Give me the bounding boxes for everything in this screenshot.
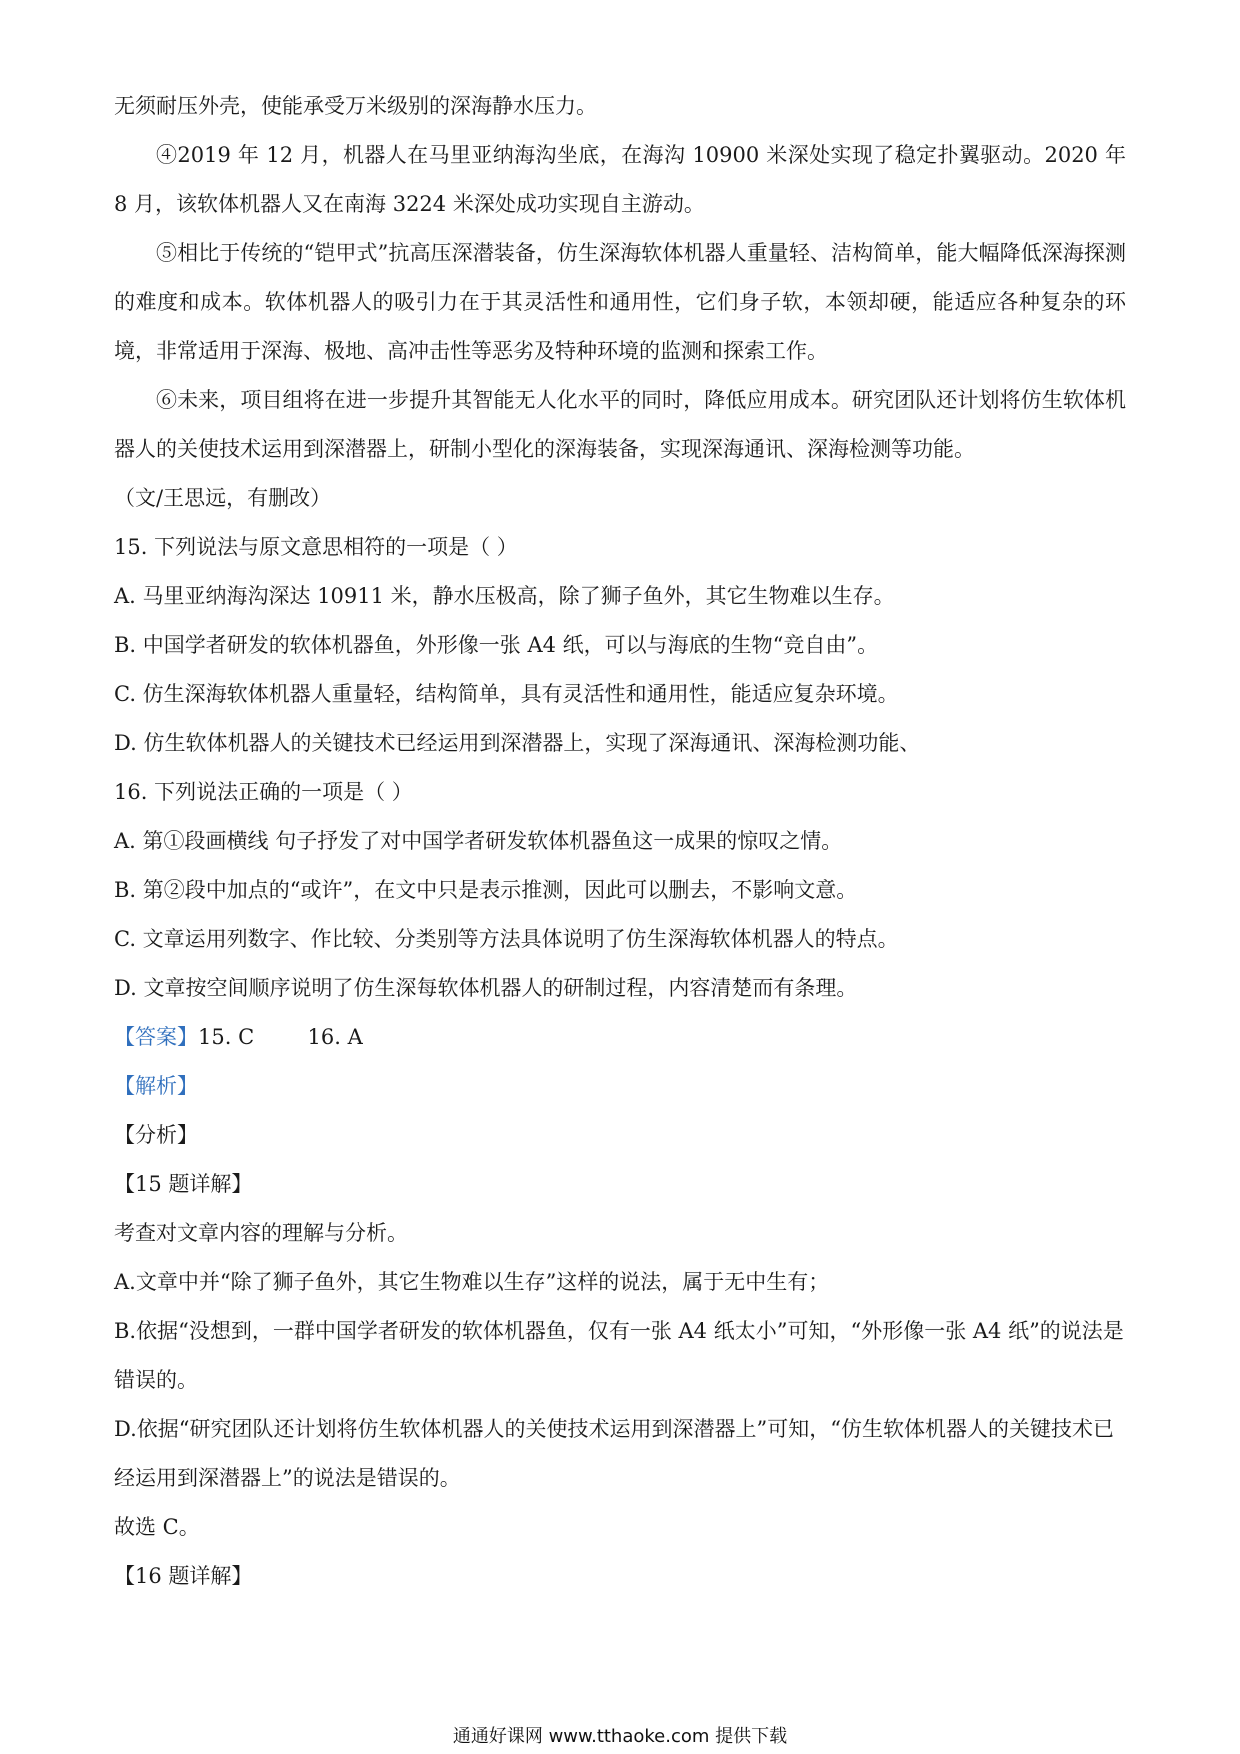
answer-value: 15. C 16. A — [198, 1025, 363, 1049]
analysis-q15-heading: 【15 题详解】 — [114, 1172, 253, 1196]
analysis-fenxi-heading: 【分析】 — [114, 1123, 198, 1147]
passage-paragraph-5: ⑤相比于传统的“铠甲式”抗高压深潜装备，仿生深海软体机器人重量轻、洁构简单，能大幅降低深海探测的难度和成本。软体机器人的吸引力在于其灵活性和通用性，它们身子软，本领却硬，能适应各种复杂的环境，非常适用于深海、极地、高冲击性等恶劣及特种环境的监测和探索工作。 — [114, 241, 1126, 363]
question-16-option-b: B. 第②段中加点的“或许”，在文中只是表示推测，因此可以删去，不影响文意。 — [114, 878, 858, 902]
passage-paragraph-6: ⑥未来，项目组将在进一步提升其智能无人化水平的同时，降低应用成本。研究团队还计划将仿生软体机器人的关使技术运用到深潜器上，研制小型化的深海装备，实现深海通讯、深海检测等功能。 — [114, 388, 1126, 461]
answer-line — [114, 1013, 1126, 1062]
question-15-option-c: C. 仿生深海软体机器人重量轻，结构简单，具有灵活性和通用性，能适应复杂环境。 — [114, 682, 899, 706]
question-15-option-a: A. 马里亚纳海沟深达 10911 米，静水压极高，除了狮子鱼外，其它生物难以生存。 — [114, 584, 895, 608]
analysis-q16-heading: 【16 题详解】 — [114, 1564, 253, 1588]
analysis-line-4: D.依据“研究团队还计划将仿生软体机器人的关使技术运用到深潜器上”可知，“仿生软体机器人的关键技术已经运用到深潜器上”的说法是错误的。 — [114, 1417, 1114, 1490]
question-16-option-c: C. 文章运用列数字、作比较、分类别等方法具体说明了仿生深海软体机器人的特点。 — [114, 927, 899, 951]
question-16-stem: 16. 下列说法正确的一项是（ ） — [114, 780, 413, 804]
passage — [114, 82, 1126, 1601]
question-15-option-b: B. 中国学者研发的软体机器鱼，外形像一张 A4 纸，可以与海底的生物“竞自由”。 — [114, 633, 879, 657]
question-16-option-d: D. 文章按空间顺序说明了仿生深每软体机器人的研制过程，内容清楚而有条理。 — [114, 976, 858, 1000]
page-footer: 通通好课网 www.tthaoke.com 提供下载 — [452, 1726, 788, 1747]
passage-continuation: 无须耐压外壳，使能承受万米级别的深海静水压力。 — [114, 94, 597, 118]
analysis-line-1: 考查对文章内容的理解与分析。 — [114, 1221, 408, 1245]
passage-source: （文/王思远，有删改） — [114, 486, 332, 510]
question-16-option-a: A. 第①段画横线 句子抒发了对中国学者研发软体机器鱼这一成果的惊叹之情。 — [114, 829, 843, 853]
question-15-stem: 15. 下列说法与原文意思相符的一项是（ ） — [114, 535, 518, 559]
analysis-line-5: 故选 C。 — [114, 1515, 200, 1539]
analysis-line-2: A.文章中并“除了狮子鱼外，其它生物难以生存”这样的说法，属于无中生有； — [114, 1270, 830, 1294]
analysis-line-3: B.依据“没想到，一群中国学者研发的软体机器鱼，仅有一张 A4 纸太小”可知，“外形像一张 A4 纸”的说法是错误的。 — [114, 1319, 1124, 1392]
passage-paragraph-4: ④2019 年 12 月，机器人在马里亚纳海沟坐底，在海沟 10900 米深处实现了稳定扑翼驱动。2020 年 8 月，该软体机器人又在南海 3224 米深处成功实现自主游动。 — [114, 143, 1126, 216]
answer-label: 【答案】 — [114, 1025, 198, 1049]
question-15-option-d: D. 仿生软体机器人的关键技术已经运用到深潜器上，实现了深海通讯、深海检测功能、 — [114, 731, 921, 755]
analysis-label: 【解析】 — [114, 1074, 198, 1098]
